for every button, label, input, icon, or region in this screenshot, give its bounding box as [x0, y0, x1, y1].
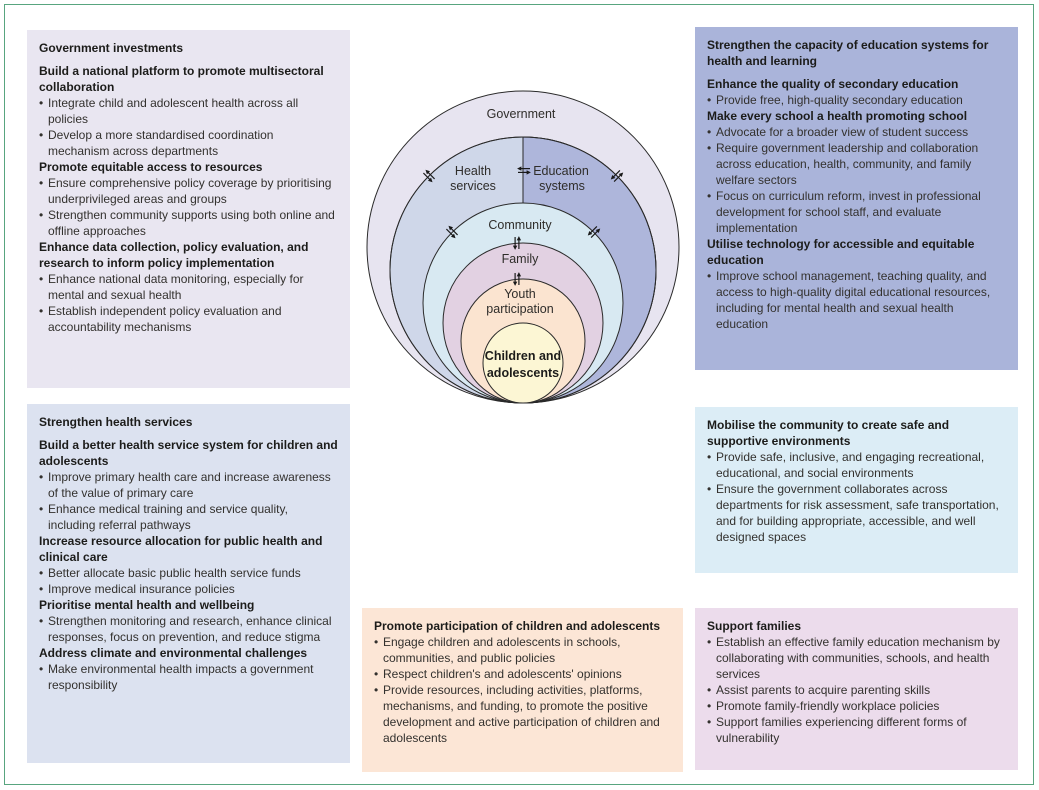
bullet-marker: • — [39, 176, 44, 190]
label-children-adolescents: Children and — [484, 349, 562, 363]
box-title: Promote participation of children and adolescents — [374, 619, 661, 633]
bullet-item — [39, 175, 338, 207]
label-health-services: services — [450, 179, 496, 193]
bullet-marker: • — [39, 502, 44, 516]
box-sections — [374, 634, 671, 746]
bullet-text: Promote family-friendly workplace policies — [716, 699, 940, 713]
section-heading: Enhance the quality of secondary education — [707, 77, 959, 91]
box-title: Strengthen health services — [39, 415, 193, 429]
section-heading: Increase resource allocation for public health and clinical care — [39, 534, 323, 564]
bullet-text: Ensure the government collaborates across departments for risk assessment, safe transportation, and for building appropriate, accessible, and well designed spaces — [716, 482, 999, 544]
box-government-investments — [27, 30, 350, 388]
bullet-item — [39, 271, 338, 303]
bullet-text: Establish an effective family education mechanism by collaborating with communities, schools, and health services — [716, 635, 1000, 681]
bullet-text: Focus on curriculum reform, invest in professional development for school staff, and evaluate implementation — [716, 189, 981, 235]
section-heading: Build a better health service system for children and adolescents — [39, 438, 338, 468]
bullet-text: Enhance medical training and service quality, including referral pathways — [48, 502, 288, 532]
bullet-item — [39, 127, 338, 159]
bullet-text: Strengthen monitoring and research, enhance clinical responses, focus on prevention, and reduce stigma — [48, 614, 332, 644]
bullet-marker: • — [707, 699, 712, 713]
box-sections — [39, 63, 338, 335]
label-community: Community — [488, 218, 552, 232]
bullet-item — [707, 268, 1006, 332]
bullet-text: Improve medical insurance policies — [48, 582, 235, 596]
socio-ecological-rings-diagram — [353, 73, 697, 417]
bullet-text: Strengthen community supports using both online and offline approaches — [48, 208, 335, 238]
box-title: Government investments — [39, 41, 184, 55]
bullet-marker: • — [39, 272, 44, 286]
bullet-marker: • — [39, 582, 44, 596]
bullet-item — [707, 188, 1006, 236]
bullet-item — [707, 481, 1006, 545]
box-strengthen-health-services — [27, 404, 350, 763]
bullet-marker: • — [39, 208, 44, 222]
bullet-text: Enhance national data monitoring, especially for mental and sexual health — [48, 272, 304, 302]
label-youth-participation: participation — [486, 302, 554, 316]
bullet-marker: • — [39, 470, 44, 484]
bullet-text: Integrate child and adolescent health across all policies — [48, 96, 299, 126]
bullet-item — [39, 303, 338, 335]
bullet-marker: • — [39, 96, 44, 110]
section-heading: Prioritise mental health and wellbeing — [39, 598, 255, 612]
bullet-marker: • — [374, 635, 379, 649]
section-heading: Promote equitable access to resources — [39, 160, 263, 174]
bullet-text: Develop a more standardised coordination mechanism across departments — [48, 128, 274, 158]
bullet-item — [374, 634, 671, 666]
bullet-marker: • — [707, 125, 712, 139]
bullet-item — [707, 682, 1006, 698]
bullet-marker: • — [707, 482, 712, 496]
bullet-marker: • — [39, 566, 44, 580]
bullet-item — [707, 714, 1006, 746]
box-title: Support families — [707, 619, 802, 633]
box-promote-participation — [362, 608, 683, 772]
section-heading: Address climate and environmental challenges — [39, 646, 308, 660]
bullet-item — [707, 124, 1006, 140]
bullet-marker: • — [39, 128, 44, 142]
label-government: Government — [486, 107, 556, 121]
bullet-item — [39, 207, 338, 239]
bullet-item — [374, 666, 671, 682]
bullet-item — [39, 613, 338, 645]
box-title: Mobilise the community to create safe and supportive environments — [707, 418, 950, 448]
bullet-marker: • — [707, 635, 712, 649]
bullet-marker: • — [374, 683, 379, 697]
label-children-adolescents: adolescents — [486, 366, 560, 380]
bullet-text: Improve school management, teaching quality, and access to high-quality digital educational resources, including for mental health and sexual health education — [716, 269, 991, 331]
bullet-marker: • — [707, 715, 712, 729]
box-mobilise-community — [695, 407, 1018, 573]
bullet-text: Better allocate basic public health service funds — [48, 566, 301, 580]
ring-children-adolescents — [483, 323, 563, 403]
bullet-item — [39, 565, 338, 581]
bullet-text: Respect children's and adolescents' opinions — [383, 667, 622, 681]
section-heading: Enhance data collection, policy evaluation, and research to inform policy implementation — [39, 240, 309, 270]
bullet-marker: • — [707, 141, 712, 155]
bullet-item — [707, 140, 1006, 188]
bullet-marker: • — [707, 450, 712, 464]
bullet-marker: • — [39, 304, 44, 318]
label-family: Family — [501, 252, 539, 266]
bullet-item — [39, 501, 338, 533]
bullet-item — [707, 449, 1006, 481]
bullet-marker: • — [707, 189, 712, 203]
box-sections — [707, 76, 1006, 332]
label-youth-participation: Youth — [504, 287, 536, 301]
bullet-text: Provide safe, inclusive, and engaging recreational, educational, and social environments — [716, 450, 985, 480]
box-support-families — [695, 608, 1018, 770]
bullet-text: Engage children and adolescents in schools, communities, and public policies — [383, 635, 621, 665]
bullet-item — [707, 698, 1006, 714]
bullet-item — [39, 95, 338, 127]
bullet-marker: • — [374, 667, 379, 681]
bullet-item — [374, 682, 671, 746]
box-strengthen-education-systems — [695, 27, 1018, 370]
bullet-item — [707, 634, 1006, 682]
label-health-services: Health — [454, 164, 492, 178]
box-sections — [707, 449, 1006, 545]
bullet-text: Assist parents to acquire parenting skills — [716, 683, 931, 697]
box-sections — [39, 437, 338, 693]
bullet-text: Improve primary health care and increase awareness of the value of primary care — [48, 470, 331, 500]
bullet-text: Provide free, high-quality secondary education — [716, 93, 963, 107]
bullet-text: Advocate for a broader view of student success — [716, 125, 969, 139]
bullet-item — [39, 581, 338, 597]
section-heading: Utilise technology for accessible and equitable education — [707, 237, 975, 267]
label-education-systems: Education — [533, 164, 589, 178]
bullet-text: Establish independent policy evaluation and accountability mechanisms — [48, 304, 282, 334]
label-education-systems: systems — [539, 179, 585, 193]
bullet-marker: • — [707, 683, 712, 697]
bullet-item — [39, 661, 338, 693]
box-sections — [707, 634, 1006, 746]
section-heading: Build a national platform to promote multisectoral collaboration — [39, 64, 324, 94]
bullet-text: Provide resources, including activities, platforms, mechanisms, and funding, to promote the positive development and active participation of children and adolescents — [383, 683, 660, 745]
bullet-marker: • — [39, 614, 44, 628]
bullet-text: Support families experiencing different forms of vulnerability — [716, 715, 967, 745]
bullet-marker: • — [39, 662, 44, 676]
bullet-text: Ensure comprehensive policy coverage by prioritising underprivileged areas and groups — [48, 176, 332, 206]
bullet-marker: • — [707, 269, 712, 283]
bullet-marker: • — [707, 93, 712, 107]
bullet-item — [39, 469, 338, 501]
bullet-text: Require government leadership and collaboration across education, health, community, and family welfare sectors — [716, 141, 979, 187]
box-title: Strengthen the capacity of education systems for health and learning — [707, 38, 989, 68]
section-heading: Make every school a health promoting school — [707, 109, 968, 123]
bullet-text: Make environmental health impacts a government responsibility — [48, 662, 314, 692]
bullet-item — [707, 92, 1006, 108]
